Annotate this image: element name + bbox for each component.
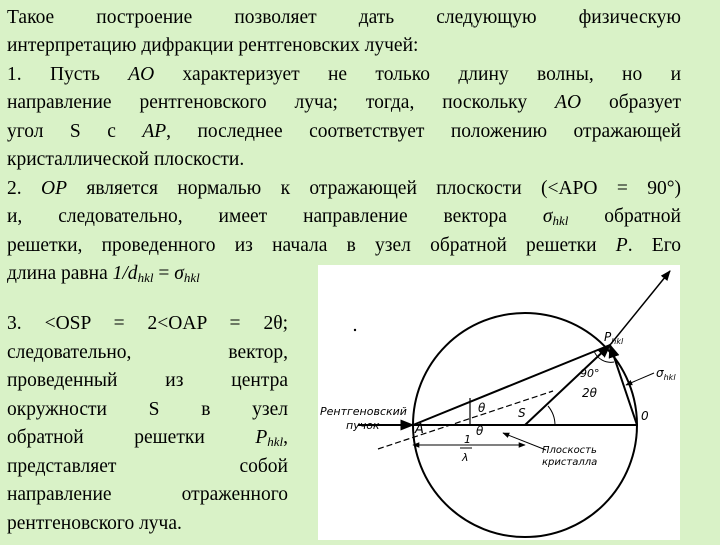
item3-line-5: обратной решетки $P_{hkl}$, xyxy=(7,427,288,449)
label-frac-num: 1 xyxy=(464,433,471,446)
label-p: $P_{hkl}$ xyxy=(604,330,624,346)
label-plane-1: Плоскость xyxy=(542,445,597,456)
text-line-1: Такое построение позволяет дать следующую физическую xyxy=(7,7,681,28)
item3-line-4: окружности S в узел xyxy=(7,399,288,420)
sigma-label-leader xyxy=(626,373,654,385)
label-plane-2: кристалла xyxy=(542,457,598,468)
item3-line-7: направление отраженного xyxy=(7,484,288,505)
item3-line-3: проведенный из центра xyxy=(7,370,288,391)
text-line-2: интерпретацию дифракции рентгеновских лучей: xyxy=(7,35,419,56)
plane-label-leader xyxy=(503,433,546,450)
label-theta-2: θ xyxy=(476,424,484,438)
label-o: 0 xyxy=(641,409,649,423)
ewald-sphere-figure xyxy=(318,265,680,540)
item1-line-1: 1. Пусть AO характеризует не только длину волны, но и xyxy=(7,64,682,85)
ewald-sphere-diagram xyxy=(318,265,680,540)
label-xray-1: Рентгеновский xyxy=(320,405,407,418)
label-s: S xyxy=(518,406,526,420)
label-frac-den: λ xyxy=(462,451,469,464)
reflected-beam-arrow xyxy=(610,271,670,345)
label-90: 90° xyxy=(580,367,600,380)
line-ap xyxy=(413,345,610,425)
label-2theta: 2θ xyxy=(582,386,597,400)
label-sigma: $\sigma_{hkl}$ xyxy=(656,366,676,382)
item1-line-3: угол S с AP, последнее соответствует положению отражающей xyxy=(7,121,681,142)
item2-line-3: решетки, проведенного из начала в узел обратной решетки P. Его xyxy=(7,235,681,256)
item2-line-4: длина равна $1/d_{hkl} = \sigma_{hkl}$ xyxy=(7,263,200,285)
label-a: A xyxy=(415,422,424,437)
label-theta-1: θ xyxy=(478,401,486,415)
stray-dot xyxy=(354,329,356,331)
item1-line-4: кристаллической плоскости. xyxy=(7,149,245,170)
item3-line-2: следовательно, вектор, xyxy=(7,342,288,363)
item2-line-2: и, следовательно, имеет направление вектора $\sigma_{hkl}$ обратной xyxy=(7,206,681,228)
item3-line-6: представляет собой xyxy=(7,456,288,477)
two-theta-arc xyxy=(548,406,555,425)
line-op-sigma xyxy=(610,345,637,425)
label-xray-2: пучок xyxy=(346,419,380,432)
item3-line-8: рентгеновского луча. xyxy=(7,513,182,534)
item2-line-1: 2. OP является нормалью к отражающей плоскости (<APO = 90°) xyxy=(7,178,681,199)
item1-line-2: направление рентгеновского луча; тогда, поскольку AO образует xyxy=(7,92,682,113)
item3-line-1: 3. <OSP = 2<OAP = 2θ; xyxy=(7,313,288,334)
